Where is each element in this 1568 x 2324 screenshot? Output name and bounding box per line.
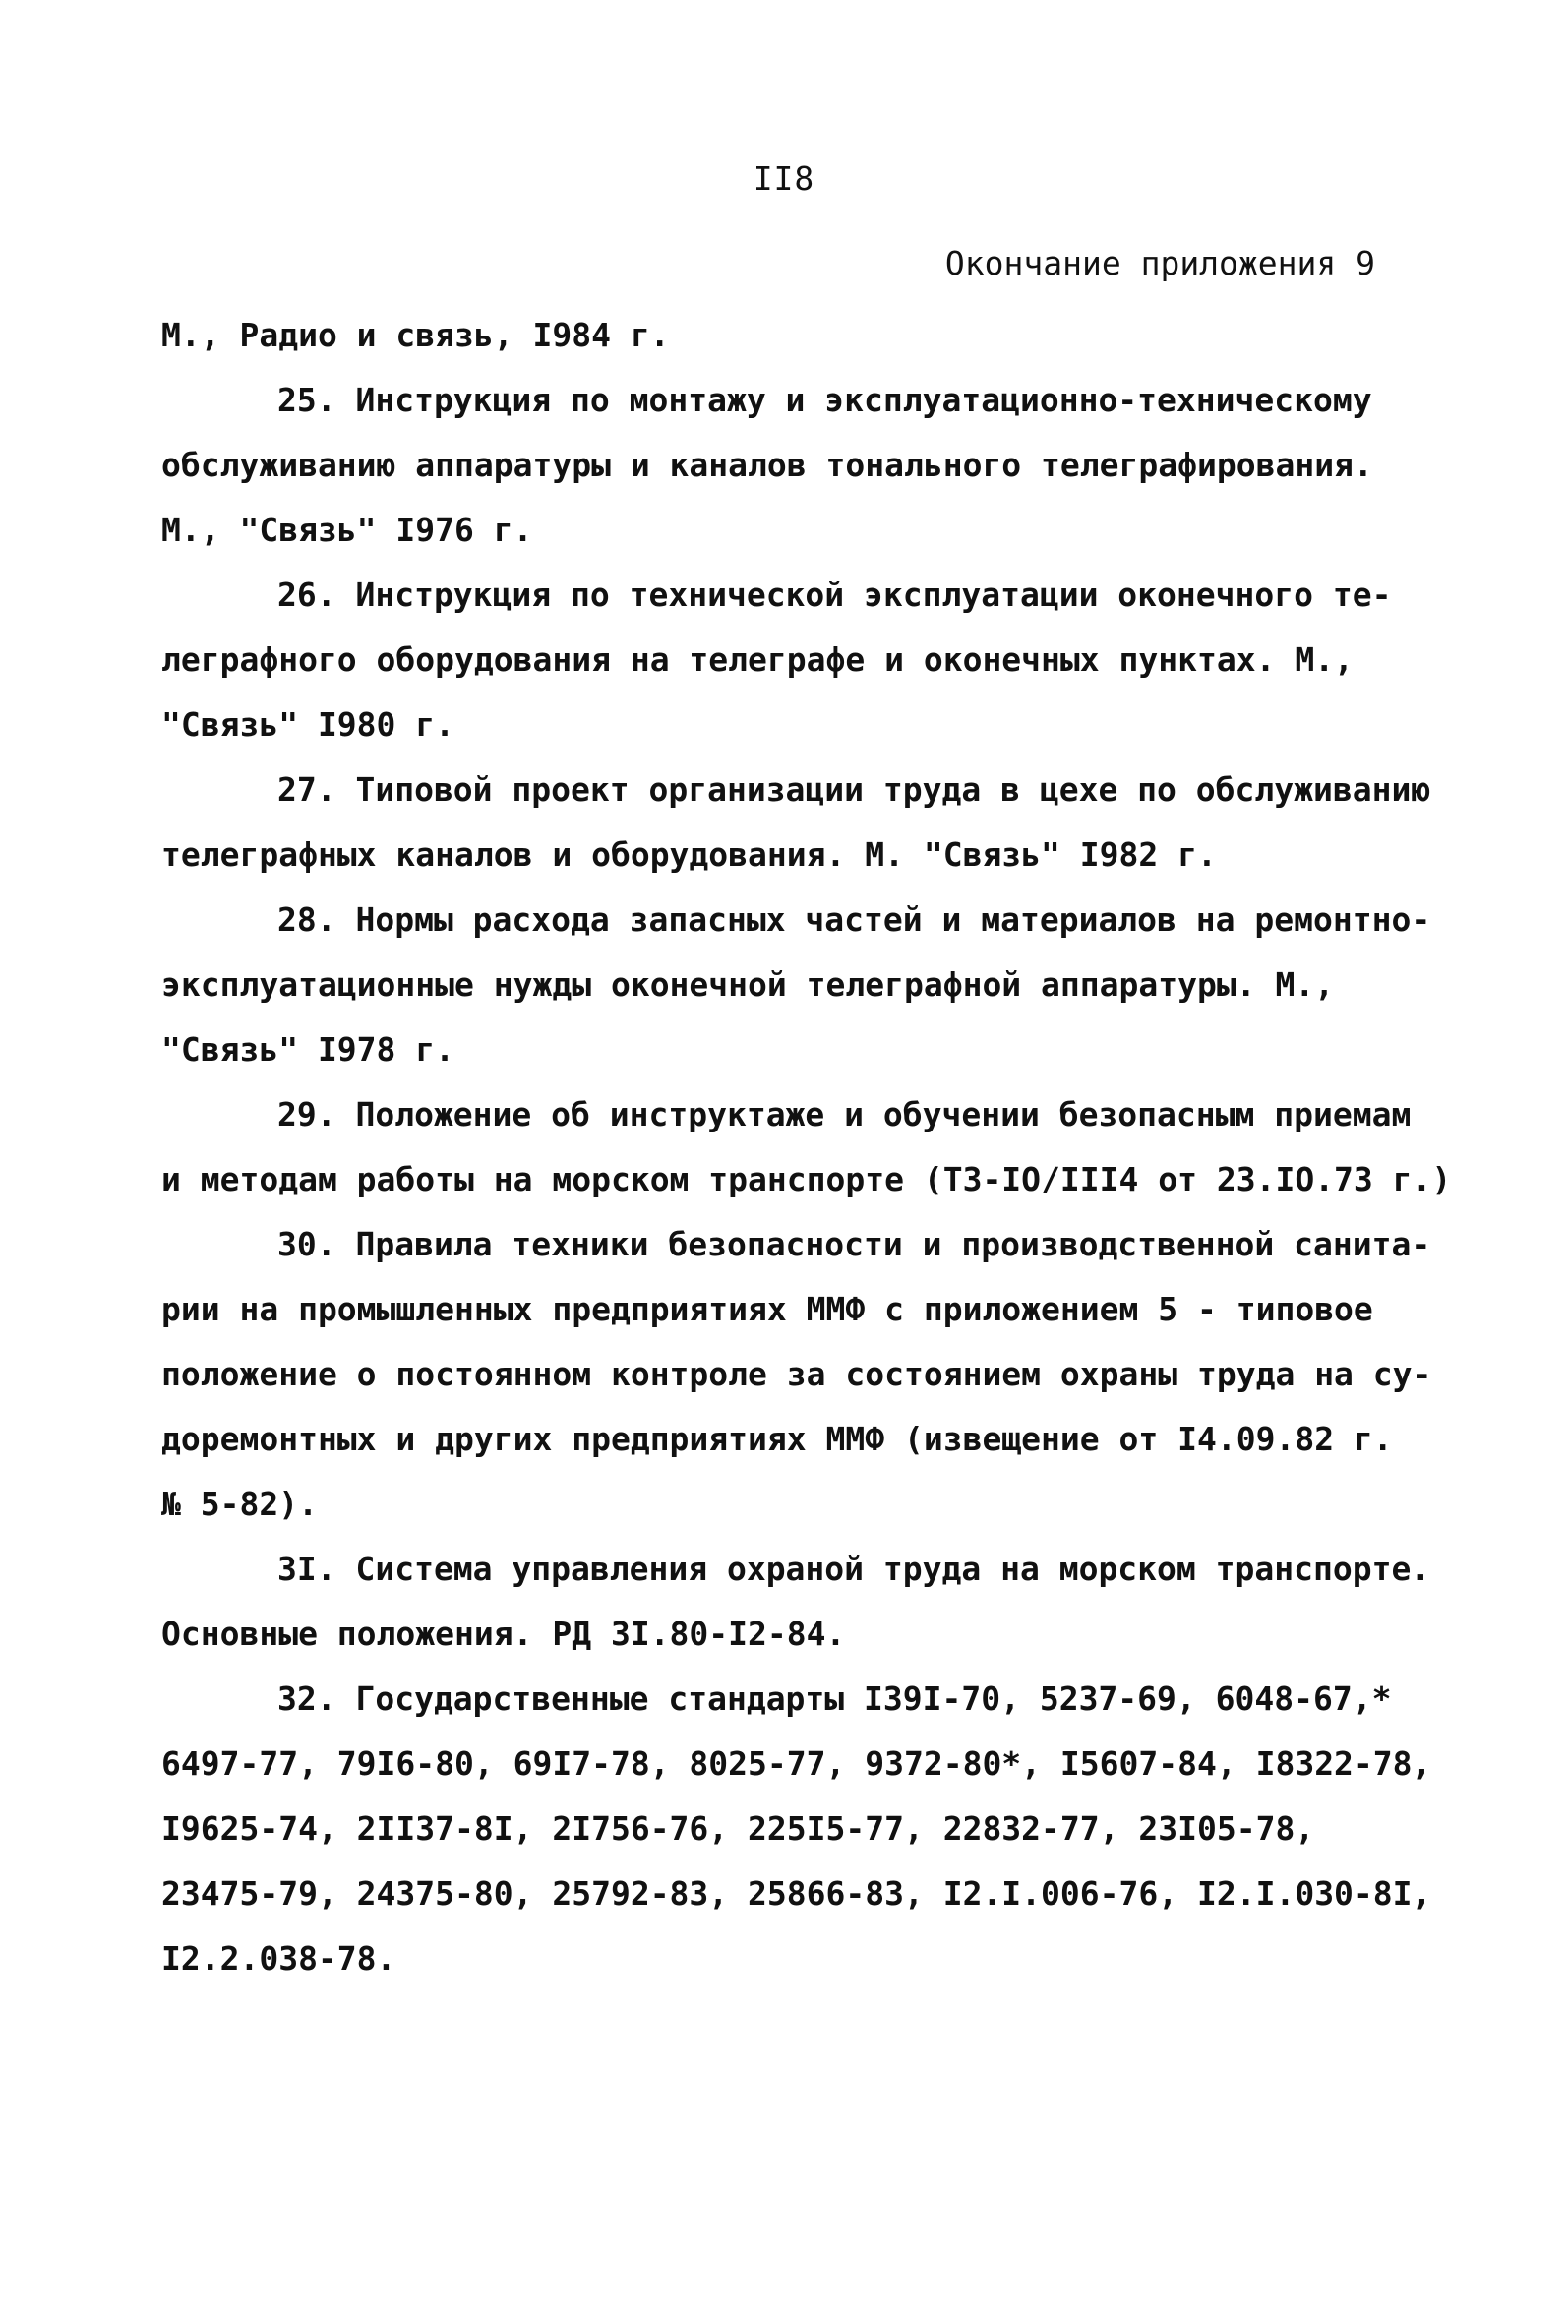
page-number: II8 <box>753 159 815 198</box>
text-line: М., Радио и связь, I984 г. <box>161 316 670 354</box>
text-line: I2.2.038-78. <box>161 1939 396 1978</box>
reference-item-30 <box>161 1212 1430 1537</box>
text-line: "Связь" I980 г. <box>161 705 455 744</box>
text-line: 29. Положение об инструктаже и обучении безопасным приемам <box>277 1095 1412 1133</box>
reference-item-29 <box>161 1082 1452 1212</box>
text-line: доремонтных и других предприятиях ММФ (извещение от I4.09.82 г. <box>161 1420 1393 1458</box>
text-line: и методам работы на морском транспорте (ТЗ-IO/III4 от 23.IO.73 г.) <box>161 1160 1452 1198</box>
text-line: телеграфных каналов и оборудования. М. "Связь" I982 г. <box>161 835 1217 874</box>
reference-item-32 <box>161 1667 1430 1991</box>
text-line: М., "Связь" I976 г. <box>161 511 533 549</box>
text-line: Основные положения. РД 3I.80-I2-84. <box>161 1615 846 1653</box>
text-line: 6497-77, 79I6-80, 69I7-78, 8025-77, 9372-80*, I5607-84, I8322-78, <box>161 1744 1432 1783</box>
text-line: 25. Инструкция по монтажу и эксплуатационно-техническому <box>277 381 1372 419</box>
text-line: обслуживанию аппаратуры и каналов тонального телеграфирования. <box>161 446 1373 484</box>
text-line: рии на промышленных предприятиях ММФ с приложением 5 - типовое <box>161 1290 1373 1328</box>
reference-item-24-tail <box>161 303 1430 368</box>
text-line: 32. Государственные стандарты I39I-70, 5237-69, 6048-67,* <box>277 1680 1392 1718</box>
text-line: 23475-79, 24375-80, 25792-83, 25866-83, I2.I.006-76, I2.I.030-8I, <box>161 1874 1432 1913</box>
text-line: 30. Правила техники безопасности и производственной санита- <box>277 1225 1431 1263</box>
reference-list <box>161 303 1452 1991</box>
reference-item-25 <box>161 368 1430 563</box>
reference-item-27 <box>161 758 1430 887</box>
text-line: 26. Инструкция по технической эксплуатации оконечного те- <box>277 576 1392 614</box>
text-line: положение о постоянном контроле за состоянием охраны труда на су- <box>161 1355 1432 1393</box>
text-line: I9625-74, 2II37-8I, 2I756-76, 225I5-77, 22832-77, 23I05-78, <box>161 1809 1315 1848</box>
appendix-continuation-note: Окончание приложения 9 <box>944 244 1375 282</box>
reference-item-26 <box>161 563 1430 758</box>
text-line: "Связь" I978 г. <box>161 1030 455 1069</box>
reference-item-31 <box>161 1537 1430 1667</box>
text-line: эксплуатационные нужды оконечной телеграфной аппаратуры. М., <box>161 965 1335 1004</box>
text-line: леграфного оборудования на телеграфе и оконечных пунктах. М., <box>161 641 1354 679</box>
text-line: 27. Типовой проект организации труда в цехе по обслуживанию <box>277 770 1431 809</box>
reference-item-28 <box>161 887 1430 1082</box>
text-line: 3I. Система управления охраной труда на морском транспорте. <box>277 1550 1431 1588</box>
text-line: 28. Нормы расхода запасных частей и материалов на ремонтно- <box>277 900 1431 939</box>
text-line: № 5-82). <box>161 1485 318 1523</box>
